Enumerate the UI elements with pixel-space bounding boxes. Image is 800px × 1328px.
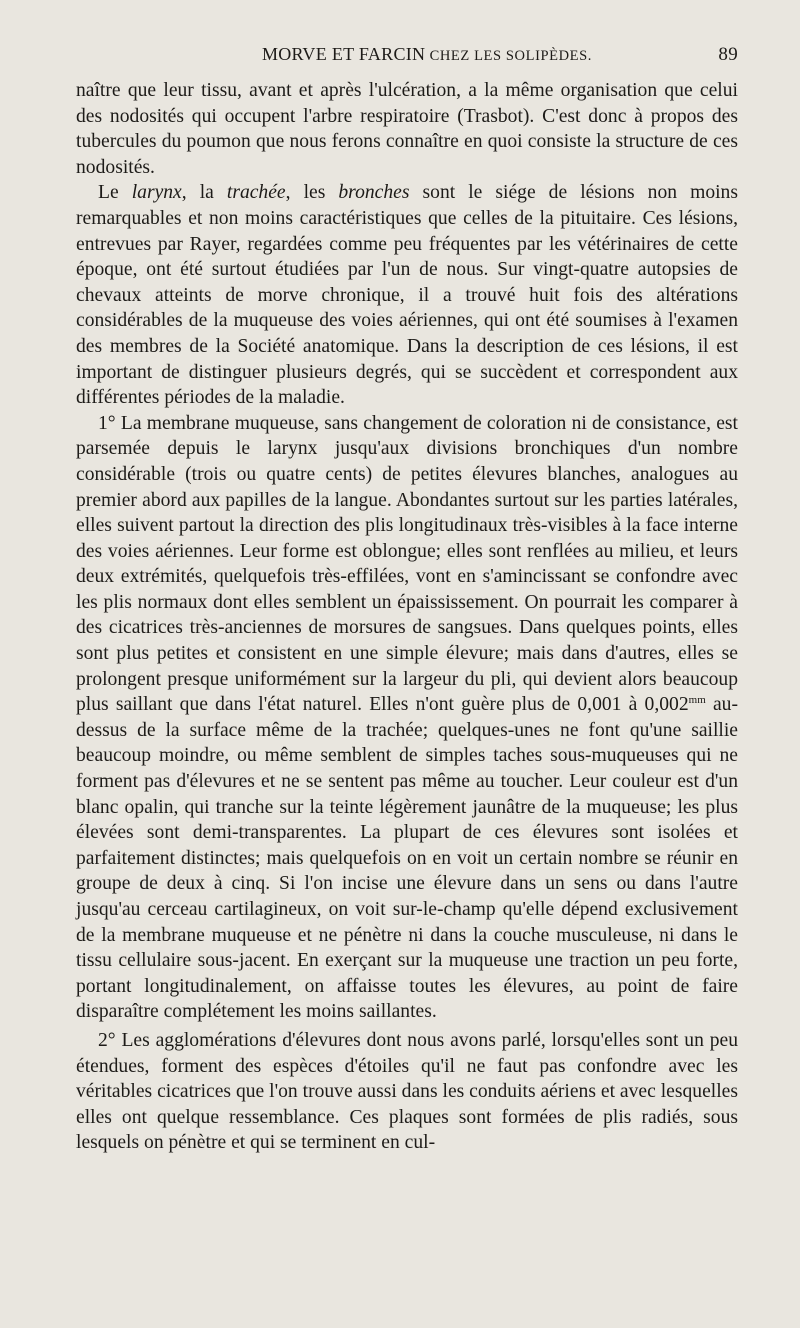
running-title-main: MORVE ET FARCIN xyxy=(261,44,426,64)
p3-text-a: 1° La membrane muqueuse, sans changement de coloration ni de consistance, est parsemée depuis le larynx jusqu'aux divisions bronchiques d'un nombre considérable (trois ou quatre cents) de petites élevures blanches, analogues au premier abord aux papilles de la langue. Abondantes surtout sur les parties latérales, elles suivent partout la direction des plis longitudinaux très-visibles à la face interne des voies aériennes. Leur forme est oblongue; elles sont renflées au milieu, et leurs deux extrémités, quelquefois très-effilées, vont en s'amincissant se confondre avec les plis normaux dont elles semblent un épaississement. On pourrait les comparer à des cicatrices très-anciennes de morsures de sangsues. Dans quelques points, elles sont plus petites et consistent en une simple élevure; mais dans d'autres, elles se prolongent presque uniformément sur la largeur du pli, qui devient alors beaucoup plus saillant que dans l'état naturel. Elles n'ont guère plus de 0,001 à 0,002 xyxy=(76,412,738,716)
p2-text-d: sont le siége de lésions non moins remarquables et non moins caractéristiques que celles de la pituitaire. Ces lésions, entrevues par Rayer, regardées comme peu fréquentes par les vétérinaires de cette époque, ont été surtout étudiées par l'un de nous. Sur vingt-quatre autopsies de chevaux atteints de morve chronique, il a trouvé huit fois des altérations considérables de la muqueuse des voies aériennes, qui ont été soumises à l'examen des membres de la Société anatomique. Dans la description de ces lésions, il est important de distinguer plusieurs degrés, qui se succèdent et correspondent aux différentes périodes de la maladie. xyxy=(76,182,738,409)
p3-text-b: au-dessus de la surface même de la trachée; quelques-unes ne font qu'une saillie beaucoup moindre, ou même semblent de simples taches sous-muqueuses qui ne forment pas d'élevures et ne se sentent pas même au toucher. Leur couleur est d'un blanc opalin, qui tranche sur la teinte légèrement jaunâtre de la muqueuse; les plus élevées sont demi-transparentes. La plupart de ces élevures sont isolées et parfaitement distinctes; mais quelquefois on en voit un certain nombre se réunir en groupe de deux à cinq. Si l'on incise une élevure dans un sens ou dans l'autre jusqu'au cerceau cartilagineux, on voit sur-le-champ qu'elle dépend exclusivement de la membrane muqueuse et ne pénètre ni dans la couche musculeuse, ni dans le tissu cellulaire sous-jacent. En exerçant sur la muqueuse une traction un peu forte, portant longitudinalement, on affaisse toutes les élevures, au point de faire disparaître complétement les moins saillantes. xyxy=(76,694,738,1023)
p2-text-c: , les xyxy=(285,182,339,204)
paragraph-3 xyxy=(76,411,738,1025)
body-text xyxy=(76,78,738,1156)
paragraph-1: naître que leur tissu, avant et après l'ulcération, a la même organisation que celui des nodosités qui occupent l'arbre respiratoire (Trasbot). C'est donc à propos des tubercules du poumon que nous ferons connaître en quoi consiste la structure de ces nodosités. xyxy=(76,80,738,178)
running-title-small: CHEZ LES SOLIPÈDES. xyxy=(425,48,593,64)
p2-text-a: Le xyxy=(98,182,132,204)
term-trachee: trachée xyxy=(226,182,286,204)
running-title xyxy=(76,44,738,65)
unit-superscript: mm xyxy=(688,694,706,707)
term-bronches: bronches xyxy=(338,182,410,204)
term-larynx: larynx xyxy=(131,182,182,204)
paragraph-2 xyxy=(76,180,738,410)
running-head xyxy=(76,44,738,72)
p2-text-b: , la xyxy=(181,182,227,204)
page-number: 89 xyxy=(718,44,738,65)
paragraph-4: 2° Les agglomérations d'élevures dont nous avons parlé, lorsqu'elles sont un peu étendues, forment des espèces d'étoiles qu'il ne faut pas confondre avec les véritables cicatrices que l'on trouve aussi dans les conduits aériens et avec lesquelles elles ont quelque ressemblance. Ces plaques sont formées de plis radiés, sous lesquels on pénètre et qui se terminent en cul- xyxy=(76,1029,738,1154)
